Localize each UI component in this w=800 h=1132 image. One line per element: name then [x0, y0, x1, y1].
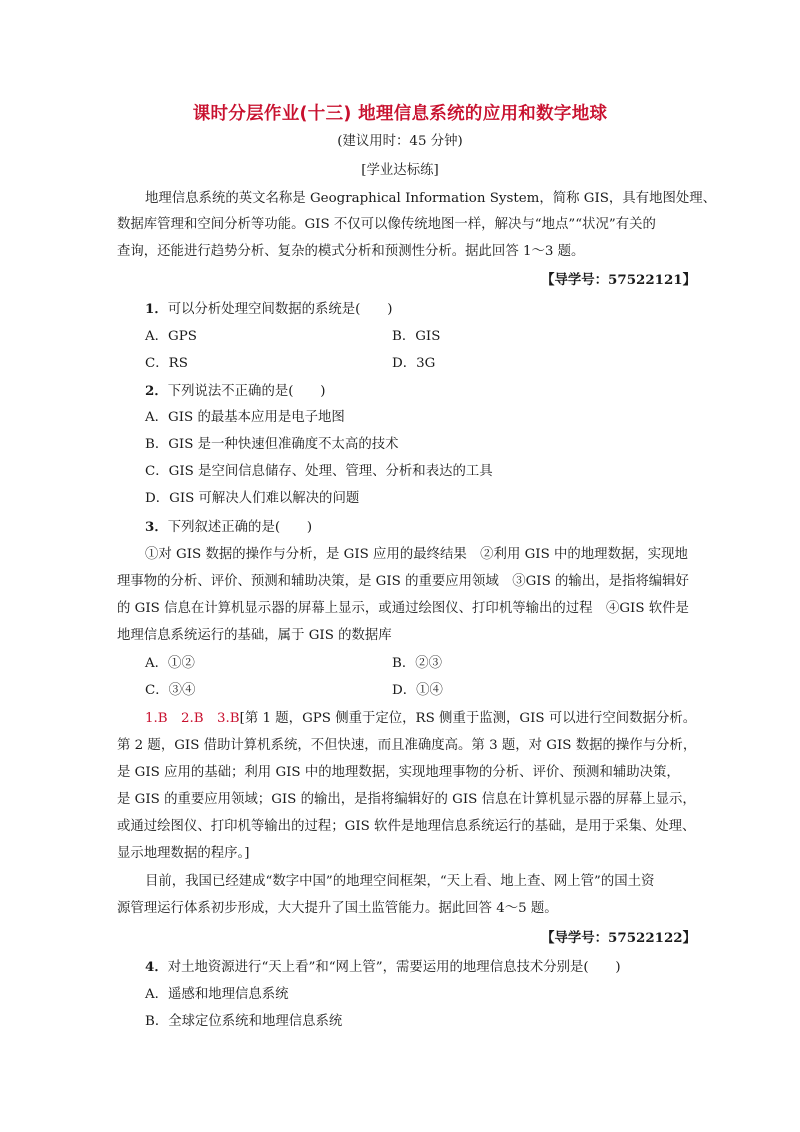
- question-number: 3．: [145, 519, 168, 535]
- intro-paragraph-line: 查询，还能进行趋势分析、复杂的模式分析和预测性分析。据此回答 1～3 题。: [117, 244, 585, 259]
- option-c: C．RS: [145, 356, 188, 371]
- option-a: A．GIS 的最基本应用是电子地图: [145, 410, 345, 425]
- guide-number: 【导学号：57522121】: [541, 272, 696, 288]
- question-stem: 可以分析处理空间数据的系统是( ): [167, 302, 393, 317]
- option-d: D．3G: [392, 356, 436, 371]
- option-b: B．②③: [392, 656, 443, 671]
- question-stem: 下列叙述正确的是( ): [167, 520, 313, 535]
- question-4: [145, 958, 621, 977]
- intro-paragraph-line: 源管理运行体系初步形成，大大提升了国土监管能力。据此回答 4～5 题。: [117, 901, 558, 916]
- question-body-line: 理事物的分析、评价、预测和辅助决策，是 GIS 的重要应用领域 ③GIS 的输出，是指将编辑好: [117, 574, 689, 589]
- question-body-line: ①对 GIS 数据的操作与分析，是 GIS 应用的最终结果 ②利用 GIS 中的地理数据，实现地: [145, 547, 688, 562]
- answer-line: 第 2 题，GIS 借助计算机系统，不但快速，而且准确度高。第 3 题，对 GIS 数据的操作与分析，: [117, 738, 697, 753]
- answer-line: 显示地理数据的程序。]: [117, 846, 250, 861]
- answer-first-line: [145, 710, 696, 728]
- answer-line: 是 GIS 应用的基础；利用 GIS 中的地理数据，实现地理事物的分析、评价、预测和辅助决策，: [117, 765, 680, 780]
- suggested-time: (建议用时：45 分钟): [337, 134, 463, 149]
- answer-explanation: [第 1 题，GPS 侧重于定位，RS 侧重于监测，GIS 可以进行空间数据分析。: [239, 711, 697, 726]
- option-c: C．GIS 是空间信息储存、处理、管理、分析和表达的工具: [145, 464, 493, 479]
- option-d: D．GIS 可解决人们难以解决的问题: [145, 491, 360, 506]
- guide-number: 【导学号：57522122】: [541, 930, 696, 946]
- answer-line: 或通过绘图仪、打印机等输出的过程；GIS 软件是地理信息系统运行的基础，是用于采集、处理、: [117, 819, 696, 834]
- option-a: A．①②: [145, 656, 195, 671]
- intro-paragraph-line: 地理信息系统的英文名称是 Geographical Information System，简称 GIS，具有地图处理、: [145, 191, 717, 206]
- question-3: [145, 518, 312, 537]
- option-c: C．③④: [145, 683, 196, 698]
- option-b: B．GIS: [392, 329, 441, 344]
- question-1: [145, 300, 392, 319]
- option-b: B．GIS 是一种快速但准确度不太高的技术: [145, 437, 399, 452]
- section-label: [学业达标练]: [361, 163, 439, 178]
- answer-keys: 1.B 2.B 3.B: [145, 711, 240, 726]
- intro-paragraph-line: 目前，我国已经建成“数字中国”的地理空间框架，“天上看、地上查、网上管”的国土资: [145, 874, 655, 889]
- option-a: A．遥感和地理信息系统: [145, 987, 289, 1002]
- question-number: 4．: [145, 959, 168, 975]
- question-stem: 下列说法不正确的是( ): [167, 384, 326, 399]
- answer-line: 是 GIS 的重要应用领域；GIS 的输出，是指将编辑好的 GIS 信息在计算机显示器的屏幕上显示，: [117, 792, 696, 807]
- question-body-line: 地理信息系统运行的基础，属于 GIS 的数据库: [117, 628, 392, 643]
- intro-paragraph-line: 数据库管理和空间分析等功能。GIS 不仅可以像传统地图一样，解决与“地点”“状况”有关的: [117, 217, 656, 232]
- question-number: 2．: [145, 383, 168, 399]
- question-2: [145, 382, 325, 401]
- question-body-line: 的 GIS 信息在计算机显示器的屏幕上显示，或通过绘图仪、打印机等输出的过程 ④GIS 软件是: [117, 601, 689, 616]
- question-number: 1．: [145, 301, 168, 317]
- page-title: 课时分层作业(十三) 地理信息系统的应用和数字地球: [192, 104, 608, 124]
- option-b: B．全球定位系统和地理信息系统: [145, 1014, 343, 1029]
- question-stem: 对土地资源进行“天上看”和“网上管”，需要运用的地理信息技术分别是( ): [167, 960, 621, 975]
- option-d: D．①④: [392, 683, 443, 698]
- option-a: A．GPS: [145, 329, 197, 344]
